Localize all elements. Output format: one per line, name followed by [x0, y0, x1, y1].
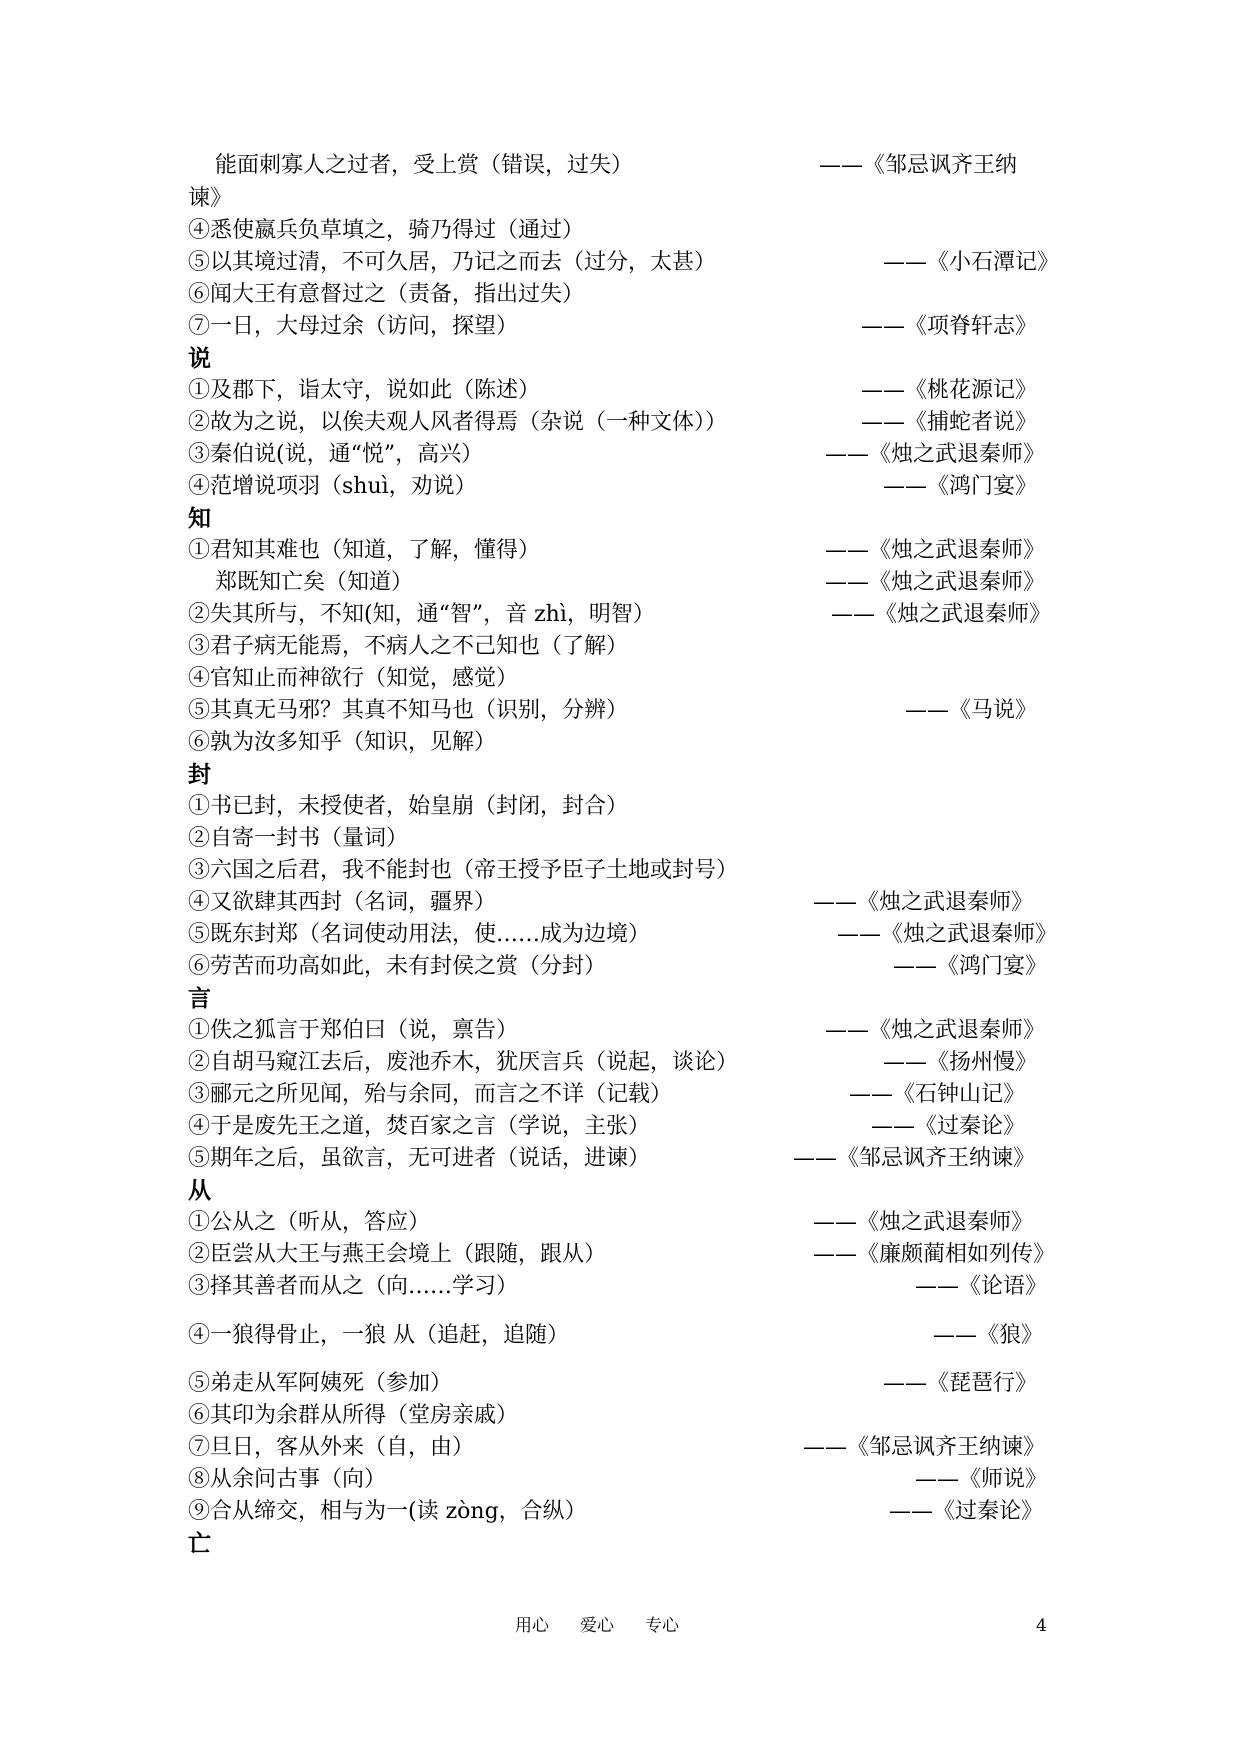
entry-source: ——《烛之武退秦师》 [825, 442, 1046, 467]
entry-text: ⑥劳苦而功高如此，未有封侯之赏（分封） [188, 954, 607, 979]
entry-line [188, 887, 1068, 919]
entry-text: 郑既知亡矣（知道） [215, 570, 414, 595]
entry-line [188, 1015, 1068, 1047]
entry-line [188, 631, 1068, 663]
entry-source: ——《烛之武退秦师》 [825, 1018, 1046, 1043]
entry-line [188, 247, 1068, 279]
entry-line [188, 471, 1068, 503]
footer-motto-2: 爱心 [580, 1616, 614, 1636]
page-number: 4 [1036, 1616, 1047, 1636]
entry-source: ——《狼》 [933, 1323, 1044, 1348]
entry-text: ②自胡马窥江去后，废池乔木，犹厌言兵（说起，谈论） [188, 1050, 739, 1075]
entry-text: ③郦元之所见闻，殆与余同，而言之不详（记载） [188, 1082, 673, 1107]
entry-source: ——《邹忌讽齐王纳谏》 [803, 1435, 1046, 1460]
entry-source: ——《过秦论》 [871, 1114, 1026, 1139]
section-heading: 说 [188, 346, 211, 372]
entry-text: ①佚之狐言于郑伯曰（说，禀告） [188, 1018, 519, 1043]
entry-text: ⑦旦日，客从外来（自，由） [188, 1435, 475, 1460]
entry-source: ——《琵琶行》 [883, 1371, 1038, 1396]
entry-line [188, 439, 1068, 471]
entry-source: ——《烛之武退秦师》 [837, 922, 1058, 947]
entry-source: ——《论语》 [915, 1274, 1048, 1299]
entry-source: ——《马说》 [905, 698, 1038, 723]
section-heading: 知 [188, 506, 211, 532]
entry-line [188, 791, 1068, 823]
entry-line [188, 183, 1068, 215]
entry-text: ④于是废先王之道，焚百家之言（学说，主张） [188, 1114, 651, 1139]
entry-source: ——《捕蛇者说》 [861, 410, 1038, 435]
entry-text: ⑤既东封郑（名词使动用法，使……成为边境） [188, 922, 651, 947]
entry-source: ——《邹忌讽齐王纳谏》 [793, 1146, 1036, 1171]
entry-text: ⑤弟走从军阿姨死（参加） [188, 1371, 453, 1396]
footer-motto-1: 用心 [515, 1616, 549, 1636]
entry-line [188, 1432, 1068, 1464]
entry-text: ①君知其难也（知道，了解，懂得） [188, 538, 541, 563]
entry-line [188, 951, 1068, 983]
entry-text: ④官知止而神欲行（知觉，感觉） [188, 666, 519, 691]
entry-source: ——《烛之武退秦师》 [813, 1210, 1034, 1235]
entry-text: ④一狼得骨止，一狼 从（追赶，追随） [188, 1323, 569, 1348]
entry-line [188, 1400, 1068, 1432]
entry-source: ——《石钟山记》 [849, 1082, 1026, 1107]
entry-source: ——《烛之武退秦师》 [825, 570, 1046, 595]
entry-text: ⑨合从缔交，相与为一(读 zòng，合纵） [188, 1499, 587, 1524]
entry-line [188, 1368, 1068, 1400]
entry-line [188, 1464, 1068, 1496]
entry-source: ——《鸿门宴》 [883, 474, 1038, 499]
entry-line [188, 663, 1068, 695]
entry-text: ②臣尝从大王与燕王会境上（跟随，跟从） [188, 1242, 607, 1267]
entry-line [188, 1111, 1068, 1143]
entry-line [188, 535, 1068, 567]
entry-text: ③君子病无能焉，不病人之不己知也（了解） [188, 634, 629, 659]
entry-text: ⑥孰为汝多知乎（知识，见解） [188, 730, 497, 755]
entry-text: ④又欲肆其西封（名词，疆界） [188, 890, 497, 915]
entry-text: ③秦伯说(说，通“悦”，高兴） [188, 442, 484, 467]
entry-source: ——《过秦论》 [889, 1499, 1044, 1524]
entry-line [188, 1047, 1068, 1079]
entry-source: ——《桃花源记》 [861, 378, 1038, 403]
section-heading: 从 [188, 1178, 211, 1204]
entry-text: ⑧从余问古事（向） [188, 1467, 387, 1492]
entry-line [188, 1271, 1068, 1303]
entry-line [188, 1207, 1068, 1239]
entry-text: ⑤以其境过清，不可久居，乃记之而去（过分，太甚） [188, 250, 717, 275]
entry-line [188, 407, 1068, 439]
entry-source: ——《烛之武退秦师》 [831, 602, 1052, 627]
entry-text: ⑤期年之后，虽欲言，无可进者（说话，进谏） [188, 1146, 651, 1171]
section-heading: 亡 [188, 1531, 211, 1557]
entry-source: ——《邹忌讽齐王纳 [819, 153, 1018, 178]
entry-source: ——《烛之武退秦师》 [825, 538, 1046, 563]
entry-source: ——《师说》 [915, 1467, 1048, 1492]
entry-text: ④范增说项羽（shuì，劝说） [188, 474, 477, 499]
entry-line [188, 1320, 1068, 1352]
entry-text: ⑥其印为余群从所得（堂房亲戚） [188, 1403, 519, 1428]
entry-text: ②自寄一封书（量词） [188, 826, 409, 851]
entry-line [188, 823, 1068, 855]
entry-line [188, 855, 1068, 887]
entry-text: ⑤其真无马邪？其真不知马也（识别，分辨） [188, 698, 629, 723]
entry-text: 谏》 [188, 186, 233, 211]
entry-line [188, 567, 1068, 599]
entry-text: ⑥闻大王有意督过之（责备，指出过失） [188, 282, 585, 307]
entry-source: ——《廉颇蔺相如列传》 [813, 1242, 1056, 1267]
entry-source: ——《烛之武退秦师》 [813, 890, 1034, 915]
entry-source: ——《项脊轩志》 [861, 314, 1038, 339]
entry-text: ②故为之说，以俟夫观人风者得焉（杂说（一种文体）） [188, 410, 728, 435]
entry-line [188, 375, 1068, 407]
entry-line [188, 1079, 1068, 1111]
entry-line [188, 1239, 1068, 1271]
entry-line [188, 695, 1068, 727]
entry-line [188, 1496, 1068, 1528]
entry-source: ——《小石潭记》 [883, 250, 1060, 275]
entry-text: ⑦一日，大母过余（访问，探望） [188, 314, 519, 339]
entry-line [188, 215, 1068, 247]
footer-motto-3: 专心 [645, 1616, 679, 1636]
entry-line [188, 311, 1068, 343]
entry-line [188, 150, 1068, 182]
entry-line [188, 279, 1068, 311]
entry-line [188, 919, 1068, 951]
entry-line [188, 1143, 1068, 1175]
section-heading: 言 [188, 986, 211, 1012]
entry-text: ④悉使嬴兵负草填之，骑乃得过（通过） [188, 218, 585, 243]
entry-text: ②失其所与，不知(知，通“智”，音 zhì，明智） [188, 602, 655, 627]
entry-text: ①公从之（听从，答应） [188, 1210, 431, 1235]
entry-line [188, 727, 1068, 759]
entry-text: 能面刺寡人之过者，受上赏（错误，过失） [215, 153, 634, 178]
entry-text: ③六国之后君，我不能封也（帝王授予臣子土地或封号） [188, 858, 739, 883]
entry-line [188, 599, 1068, 631]
entry-text: ③择其善者而从之（向……学习） [188, 1274, 519, 1299]
section-heading: 封 [188, 762, 211, 788]
entry-source: ——《鸿门宴》 [893, 954, 1048, 979]
entry-text: ①书已封，未授使者，始皇崩（封闭，封合） [188, 794, 629, 819]
entry-source: ——《扬州慢》 [883, 1050, 1038, 1075]
entry-text: ①及郡下，诣太守，说如此（陈述） [188, 378, 541, 403]
